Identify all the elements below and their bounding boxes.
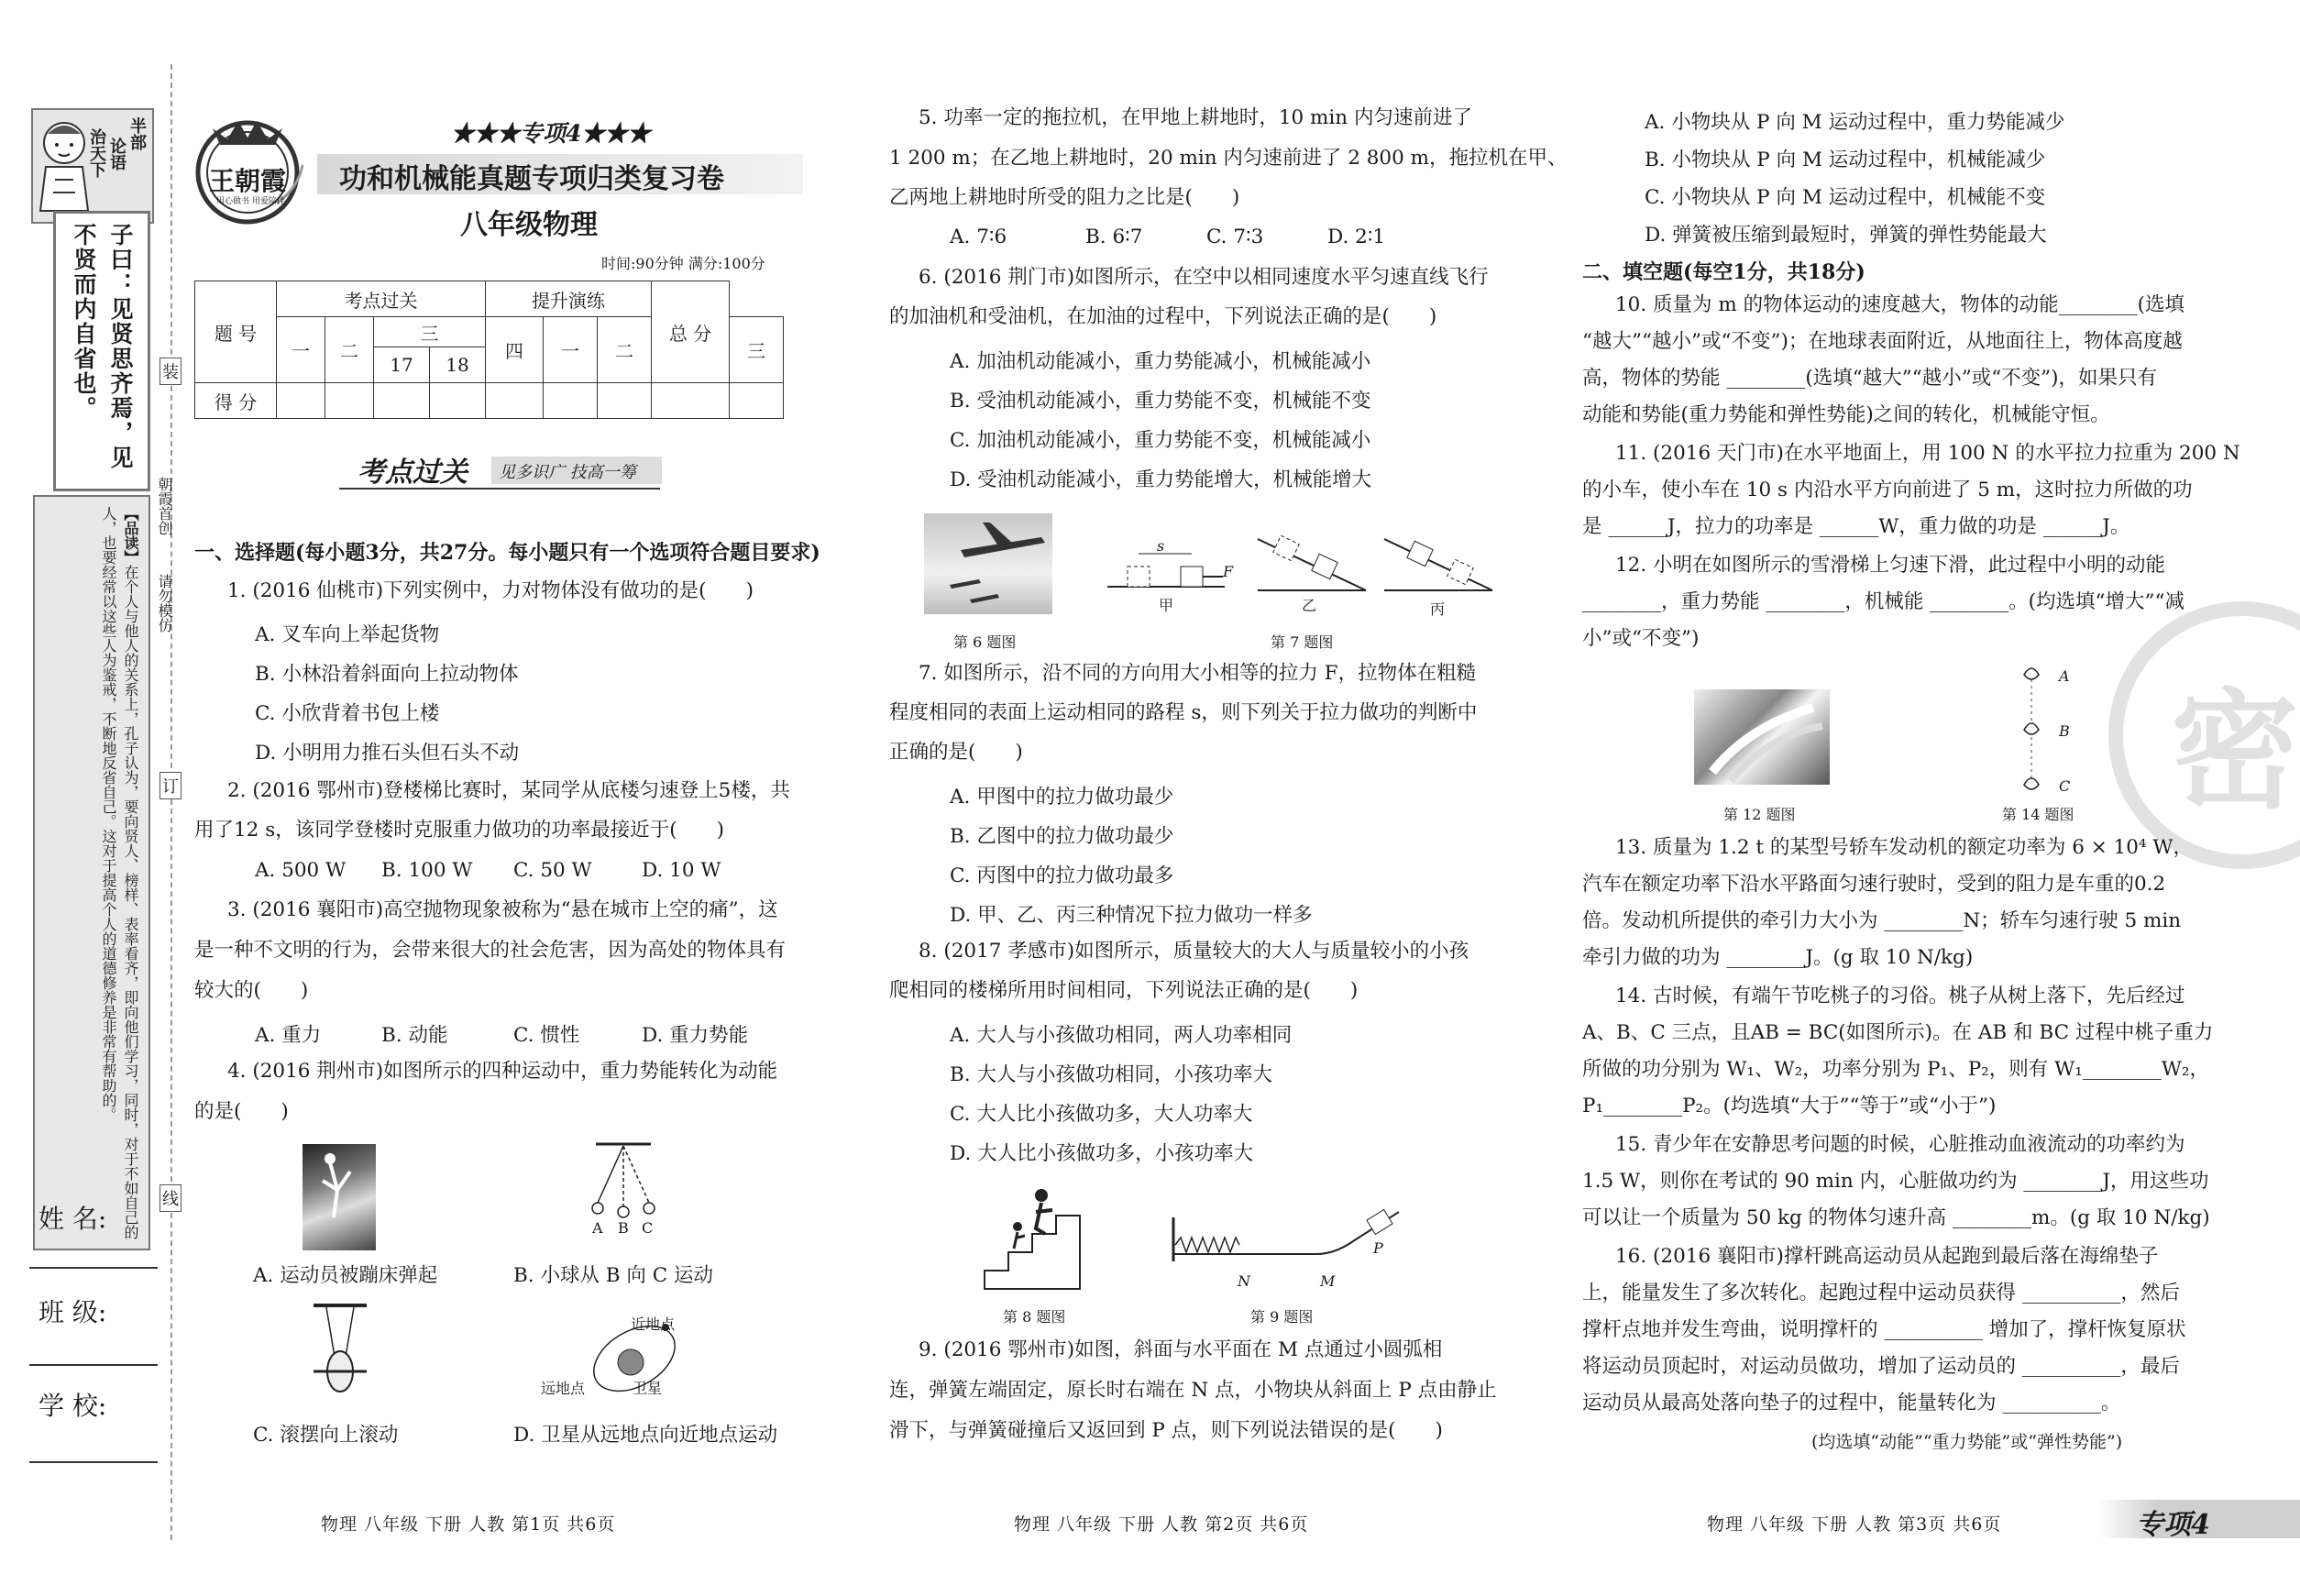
fig7-jia: 甲 — [1159, 597, 1174, 614]
stamp-text: 密 — [2171, 677, 2300, 827]
th-total: 总 分 — [652, 281, 730, 383]
q13-line4: 牵引力做的功为 ________J。(g 取 10 N/kg) — [1582, 946, 1974, 969]
fold-label-3: 线 — [160, 1184, 182, 1212]
q3-opt-b[interactable]: B. 动能 — [381, 1024, 448, 1047]
q13-line2: 汽车在额定功率下沿水平路面匀速行驶时，受到的阻力是车重的0.2 — [1582, 873, 2166, 896]
q1-opt-a[interactable]: A. 叉车向上举起货物 — [255, 623, 440, 646]
snow-slide-photo — [1694, 689, 1830, 785]
pendulum-label-a: A — [592, 1219, 603, 1237]
th-c1: 一 — [277, 317, 325, 383]
score-cell[interactable] — [598, 383, 652, 419]
q10-line1: 10. 质量为 m 的物体运动的速度越大，物体的动能________(选填 — [1615, 293, 2184, 316]
pindu-title: 【品读】 — [122, 506, 139, 565]
class-line[interactable] — [29, 1364, 158, 1366]
th-p2: 二 — [598, 317, 652, 383]
q2-opt-a[interactable]: A. 500 W — [255, 859, 347, 882]
q14-line2: A、B、C 三点，且AB = BC(如图所示)。在 AB 和 BC 过程中桃子重力 — [1582, 1021, 2214, 1044]
maxwell-wheel-figure — [308, 1302, 372, 1403]
sat-far-label: 远地点 — [541, 1380, 586, 1397]
q3-line3: 较大的( ) — [194, 979, 309, 1002]
fig14-caption: 第 14 题图 — [2002, 806, 2074, 823]
fig8-caption: 第 8 题图 — [1003, 1308, 1066, 1326]
q7-opt-d[interactable]: D. 甲、乙、丙三种情况下拉力做功一样多 — [950, 904, 1313, 927]
q4-opt-b[interactable]: B. 小球从 B 向 C 运动 — [513, 1264, 714, 1287]
fig14-peach — [2020, 664, 2057, 798]
q3-line2: 是一种不文明的行为，会带来很大的社会危害，因为高处的物体具有 — [194, 939, 787, 962]
section2-title: 二、填空题(每空1分，共18分) — [1582, 260, 1865, 284]
score-cell[interactable] — [374, 383, 430, 419]
score-cell[interactable] — [730, 383, 784, 419]
th-tiaohao: 题 号 — [195, 281, 277, 383]
q2-opt-b[interactable]: B. 100 W — [381, 859, 473, 882]
special-tag: ★★★专项4★★★ — [451, 120, 651, 147]
q5-opt-b[interactable]: B. 6∶7 — [1085, 226, 1143, 248]
q3-line1: 3. (2016 襄阳市)高空抛物现象被称为“悬在城市上空的痛”，这 — [227, 898, 778, 921]
pendulum-label-c: C — [642, 1219, 654, 1237]
q6-line2: 的加油机和受油机，在加油的过程中，下列说法正确的是( ) — [889, 305, 1437, 328]
th-p1: 一 — [544, 317, 598, 383]
fold-label-1: 装 — [160, 358, 182, 385]
time-line: 时间:90分钟 满分:100分 — [601, 255, 765, 272]
q15-line3: 可以让一个质量为 50 kg 的物体匀速升高 ________m。(g 取 10 N/kg) — [1582, 1206, 2210, 1229]
brand-logo-sub: 用心做书 用爱陪伴 — [216, 197, 285, 206]
series-badge — [31, 108, 154, 224]
q6-opt-d[interactable]: D. 受油机动能减小，重力势能增大，机械能增大 — [950, 468, 1372, 491]
q1-opt-d[interactable]: D. 小明用力推石头但石头不动 — [255, 742, 520, 765]
q6-line1: 6. (2016 荆门市)如图所示，在空中以相同速度水平匀速直线飞行 — [919, 266, 1489, 289]
row-defen: 得 分 — [195, 383, 277, 419]
school-line[interactable] — [29, 1461, 158, 1463]
th-c3: 三 — [374, 317, 486, 347]
q8-line1: 8. (2017 孝感市)如图所示，质量较大的大人与质量较小的小孩 — [919, 940, 1469, 963]
q4-line1: 4. (2016 荆州市)如图所示的四种运动中，重力势能转化为动能 — [227, 1060, 778, 1083]
q14-line1: 14. 古时候，有端午节吃桃子的习俗。桃子从树上落下，先后经过 — [1615, 985, 2185, 1007]
quote-box — [53, 211, 150, 491]
footer-page2: 物理 八年级 下册 人教 第2页 共6页 — [1014, 1514, 1309, 1535]
q6-opt-b[interactable]: B. 受油机动能减小，重力势能不变，机械能不变 — [950, 390, 1371, 413]
fig9-n-label: N — [1238, 1272, 1250, 1290]
q9-line2: 连，弹簧左端固定，原长时右端在 N 点，小物块从斜面上 P 点由静止 — [889, 1379, 1497, 1402]
name-line[interactable] — [29, 1267, 158, 1269]
q6-opt-c[interactable]: C. 加油机动能减小，重力势能不变，机械能减小 — [950, 429, 1371, 452]
q11-line1: 11. (2016 天门市)在水平地面上，用 100 N 的水平拉力拉重为 200 N — [1615, 442, 2240, 465]
score-cell[interactable] — [652, 383, 730, 419]
banner-slogan: 见多识广 技高一筹 — [499, 463, 636, 482]
slide-icon — [1694, 689, 1830, 785]
score-cell[interactable] — [277, 383, 325, 419]
q4-line2: 的是( ) — [194, 1100, 289, 1123]
q4-opt-a[interactable]: A. 运动员被蹦床弹起 — [253, 1264, 438, 1287]
name-label: 姓 名: — [39, 1204, 107, 1234]
q15-line2: 1.5 W，则你在考试的 90 min 内，心脏做功约为 ________J，用这些功 — [1582, 1170, 2209, 1193]
q9-opt-b[interactable]: B. 小物块从 P 向 M 运动过程中，机械能减少 — [1645, 149, 2046, 171]
q7-opt-a[interactable]: A. 甲图中的拉力做功最少 — [950, 786, 1174, 809]
confidential-stamp — [2108, 601, 2300, 869]
q7-opt-c[interactable]: C. 丙图中的拉力做功最多 — [950, 864, 1174, 887]
q15-line1: 15. 青少年在安静思考问题的时候，心脏推动血液流动的功率约为 — [1615, 1133, 2185, 1156]
q13-line1: 13. 质量为 1.2 t 的某型号轿车发动机的额定功率为 6 × 10⁴ W， — [1615, 836, 2193, 859]
score-cell[interactable] — [486, 383, 544, 419]
q10-line2: “越大”“越小”或“不变”)；在地球表面附近，从地面往上，物体高度越 — [1582, 330, 2183, 353]
pendulum-label-b: B — [618, 1219, 629, 1237]
class-label: 班 级: — [39, 1297, 107, 1327]
fig9-p-label: P — [1373, 1239, 1383, 1257]
q3-opt-d[interactable]: D. 重力势能 — [642, 1024, 749, 1047]
th-group1: 考点过关 — [277, 281, 486, 317]
q9-line1: 9. (2016 鄂州市)如图，斜面与水平面在 M 点通过小圆弧相 — [919, 1338, 1443, 1361]
th-group2: 提升演练 — [486, 281, 652, 317]
q7-line1: 7. 如图所示，沿不同的方向用大小相等的拉力 F，拉物体在粗糙 — [919, 662, 1477, 685]
q3-opt-c[interactable]: C. 惯性 — [513, 1024, 580, 1047]
q11-line2: 的小车，使小车在 10 s 内沿水平方向前进了 5 m，这时拉力所做的功 — [1582, 479, 2193, 501]
q10-line3: 高，物体的势能 ________(选填“越大”“越小”或“不变”)，如果只有 — [1582, 367, 2158, 390]
fold-label-2: 订 — [160, 772, 182, 799]
th-c4: 四 — [486, 317, 544, 383]
q5-opt-d[interactable]: D. 2∶1 — [1327, 226, 1386, 248]
q16-line3: 撑杆点地并发生弯曲，说明撑杆的 __________ 增加了，撑杆恢复原状 — [1582, 1318, 2186, 1341]
fig7-s-label: s — [1157, 537, 1165, 555]
fig7-f-label: F — [1223, 563, 1234, 580]
q14-line4: P₁________P₂。(均选填“大于”“等于”或“小于”) — [1582, 1095, 1997, 1117]
q12-line3: 小”或“不变”) — [1582, 627, 1700, 650]
school-label: 学 校: — [39, 1391, 107, 1421]
q2-line1: 2. (2016 鄂州市)登楼梯比赛时，某同学从底楼匀速登上5楼，共 — [227, 779, 790, 802]
q4-opt-c[interactable]: C. 滚摆向上滚动 — [253, 1424, 399, 1447]
q8-line2: 爬相同的楼梯所用时间相同，下列说法正确的是( ) — [889, 979, 1359, 1002]
fig7-yi: 乙 — [1302, 597, 1317, 614]
q5-line2: 1 200 m；在乙地上耕地时，20 min 内匀速前进了 2 800 m，拖拉机在甲、 — [889, 147, 1568, 170]
fig7-bing: 丙 — [1430, 600, 1446, 618]
sat-label: 卫星 — [633, 1380, 663, 1397]
q11-line3: 是 ______J，拉力的功率是 ______W，重力做的功是 ______J。 — [1582, 515, 2130, 538]
banner-underline — [339, 488, 660, 490]
score-cell[interactable] — [544, 383, 598, 419]
th-c3a: 17 — [374, 347, 430, 383]
athlete-icon — [303, 1144, 376, 1250]
fig9-spring-ramp — [1170, 1201, 1408, 1274]
q5-line1: 5. 功率一定的拖拉机，在甲地上耕地时，10 min 内匀速前进了 — [919, 106, 1472, 129]
q16-line6: (均选填“动能”“重力势能”或“弹性势能”) — [1811, 1432, 2123, 1452]
q8-opt-c[interactable]: C. 大人比小孩做功多，大人功率大 — [950, 1103, 1253, 1126]
q16-line4: 将运动员顶起时，对运动员做功，增加了运动员的 __________，最后 — [1582, 1355, 2180, 1378]
score-cell[interactable] — [325, 383, 374, 419]
q5-opt-c[interactable]: C. 7∶3 — [1206, 226, 1264, 248]
pindu-box — [33, 495, 150, 1250]
q2-opt-c[interactable]: C. 50 W — [513, 859, 592, 882]
th-p3: 三 — [730, 317, 784, 383]
th-c3b: 18 — [430, 347, 486, 383]
fig14-a: A — [2059, 667, 2070, 685]
q2-line2: 用了12 s，该同学登楼时克服重力做功的功率最接近于( ) — [194, 819, 725, 842]
banner-title: 考点过关 — [358, 457, 468, 489]
q16-line1: 16. (2016 襄阳市)撑杆跳高运动员从起跑到最后落在海绵垫子 — [1615, 1245, 2159, 1268]
q16-line2: 上，能量发生了多次转化。起跑过程中运动员获得 __________，然后 — [1582, 1282, 2180, 1304]
q6-opt-a[interactable]: A. 加油机动能减小，重力势能减小，机械能减小 — [950, 350, 1371, 373]
gutter-text-2: 请勿模仿 — [156, 574, 173, 633]
badge-text-3: 治天下 — [87, 128, 106, 178]
q9-opt-c[interactable]: C. 小物块从 P 向 M 运动过程中，机械能不变 — [1645, 186, 2046, 209]
refuel-photo — [924, 513, 1052, 614]
brand-logo — [191, 108, 310, 227]
pindu-text — [97, 506, 141, 1239]
badge-text-2: 论语 — [107, 138, 127, 171]
badge-text-1: 半部 — [127, 117, 147, 150]
exam-title: 功和机械能真题专项归类复习卷 — [339, 163, 724, 195]
gutter-text-1: 朝霞首创 — [156, 477, 173, 535]
fig12-caption: 第 12 题图 — [1723, 806, 1796, 823]
pindu-body: 在个人与他人的关系上，孔子认为，要向贤人、榜样、表率看齐，即向他们学习，同时，对于不如自己的人，也要经常以这些人为鉴戒，不断地反省自己。这对于提高个人的道德修养是非常有帮助的。 — [100, 506, 139, 1239]
fig6-caption: 第 6 题图 — [953, 633, 1017, 651]
fig8-stairs — [981, 1183, 1100, 1293]
section1-title: 一、选择题(每小题3分，共27分。每小题只有一个选项符合题目要求) — [194, 541, 820, 565]
q12-line2: ________，重力势能 ________，机械能 ________。(均选填“增大”“减 — [1582, 590, 2185, 613]
q9-opt-a[interactable]: A. 小物块从 P 向 M 运动过程中，重力势能减少 — [1645, 111, 2065, 134]
score-cell[interactable] — [430, 383, 486, 419]
q12-line1: 12. 小明在如图所示的雪滑梯上匀速下滑，此过程中小明的动能 — [1615, 554, 2166, 577]
trampoline-photo — [303, 1144, 376, 1250]
aircraft-icon — [924, 513, 1052, 614]
q1-stem: 1. (2016 仙桃市)下列实例中，力对物体没有做功的是( ) — [227, 579, 754, 602]
q9-opt-d[interactable]: D. 弹簧被压缩到最短时，弹簧的弹性势能最大 — [1645, 224, 2047, 247]
q1-opt-b[interactable]: B. 小林沿着斜面向上拉动物体 — [255, 663, 519, 686]
q7-line3: 正确的是( ) — [889, 741, 1023, 764]
quote-text: 子曰：见贤思齐焉，见不贤而内自省也。 — [71, 223, 134, 470]
q8-opt-b[interactable]: B. 大人与小孩做功相同，小孩功率大 — [950, 1063, 1272, 1086]
q5-line3: 乙两地上耕地时所受的阻力之比是( ) — [889, 186, 1240, 209]
q9-line3: 滑下，与弹簧碰撞后又返回到 P 点，则下列说法错误的是( ) — [889, 1419, 1443, 1442]
footer-page1: 物理 八年级 下册 人教 第1页 共6页 — [321, 1514, 616, 1535]
binding-line — [171, 64, 172, 1540]
q10-line4: 动能和势能(重力势能和弹性势能)之间的转化，机械能守恒。 — [1582, 403, 2110, 426]
brand-logo-name: 王朝霞 — [209, 166, 287, 196]
fig9-m-label: M — [1320, 1272, 1336, 1290]
q3-opt-a[interactable]: A. 重力 — [255, 1024, 322, 1047]
footer-page3: 物理 八年级 下册 人教 第3页 共6页 — [1707, 1514, 2002, 1535]
q16-line5: 运动员从最高处落向垫子的过程中，能量转化为 __________。 — [1582, 1392, 2121, 1414]
fig9-caption: 第 9 题图 — [1250, 1308, 1314, 1326]
footer-tag: 专项4 — [2136, 1509, 2210, 1541]
fig14-c: C — [2059, 777, 2071, 795]
exam-subtitle: 八年级物理 — [460, 209, 598, 241]
q1-opt-c[interactable]: C. 小欣背着书包上楼 — [255, 702, 440, 725]
q5-opt-a[interactable]: A. 7∶6 — [950, 226, 1007, 248]
q2-opt-d[interactable]: D. 10 W — [642, 859, 721, 882]
q13-line3: 倍。发动机所提供的牵引力大小为 ________N；轿车匀速行驶 5 min — [1582, 909, 2182, 932]
q7-line2: 程度相同的表面上运动相同的路程 s，则下列关于拉力做功的判断中 — [889, 701, 1478, 724]
score-table — [194, 281, 784, 419]
q7-opt-b[interactable]: B. 乙图中的拉力做功最少 — [950, 825, 1174, 848]
q14-line3: 所做的功分别为 W₁、W₂，功率分别为 P₁、P₂，则有 W₁________W₂， — [1582, 1058, 2210, 1081]
q4-opt-d[interactable]: D. 卫星从远地点向近地点运动 — [513, 1424, 778, 1447]
q8-opt-a[interactable]: A. 大人与小孩做功相同，两人功率相同 — [950, 1024, 1293, 1047]
sat-near-label: 近地点 — [631, 1315, 676, 1333]
th-c2: 二 — [325, 317, 374, 383]
fig14-b: B — [2059, 722, 2070, 740]
q8-opt-d[interactable]: D. 大人比小孩做功多，小孩功率大 — [950, 1142, 1254, 1165]
fig7-caption: 第 7 题图 — [1271, 633, 1334, 651]
